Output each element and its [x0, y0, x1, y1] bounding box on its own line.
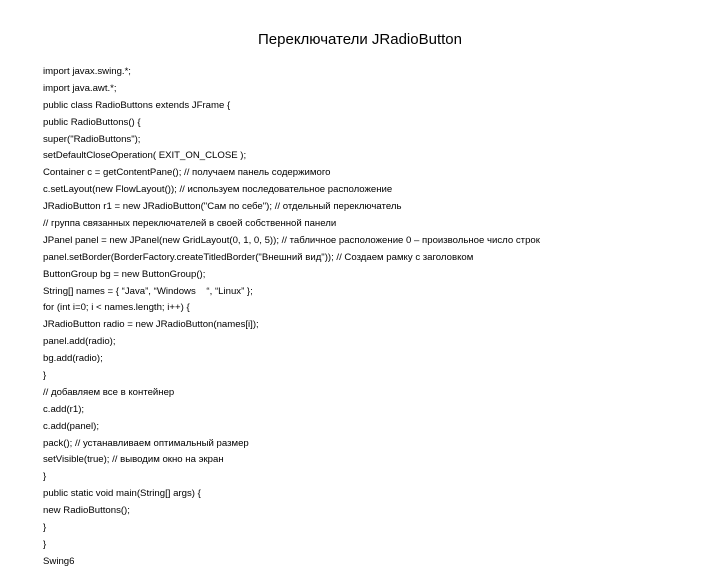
code-line: // группа связанных переключателей в своей собственной панели — [43, 218, 337, 230]
code-line: for (int i=0; i < names.length; i++) { — [43, 302, 190, 314]
code-line: } — [43, 522, 47, 534]
code-line: c.add(panel); — [43, 420, 99, 432]
code-line: } — [43, 471, 47, 483]
code-line: JRadioButton radio = new JRadioButton(names[i]); — [43, 319, 259, 331]
code-line: panel.add(radio); — [43, 336, 116, 348]
code-line: String[] names = { “Java”, “Windows “, “Linux” }; — [43, 285, 253, 297]
code-line: import javax.swing.*; — [43, 66, 131, 77]
code-line: new RadioButtons(); — [43, 505, 130, 517]
code-line: setDefaultCloseOperation( EXIT_ON_CLOSE ); — [43, 150, 247, 162]
code-line: JPanel panel = new JPanel(new GridLayout(0, 1, 0, 5)); // табличное расположение 0 – произвольное число строк — [43, 234, 540, 246]
code-line: super("RadioButtons"); — [43, 133, 141, 145]
code-line: panel.setBorder(BorderFactory.createTitledBorder("Внешний вид")); // Создаем рамку с заголовком — [43, 251, 474, 263]
code-line: JRadioButton r1 = new JRadioButton("Сам по себе"); // отдельный переключатель — [43, 201, 402, 213]
code-line: import java.awt.*; — [43, 82, 117, 94]
code-line: public RadioButtons() { — [43, 116, 141, 128]
code-line: ButtonGroup bg = new ButtonGroup(); — [43, 268, 206, 280]
code-line: c.setLayout(new FlowLayout()); // используем последовательное расположение — [43, 184, 393, 196]
slide-footer-label: Swing6 — [43, 555, 75, 567]
code-line: Container c = getContentPane(); // получаем панель содержимого — [43, 167, 331, 179]
code-line: public static void main(String[] args) { — [43, 488, 201, 500]
code-line: public class RadioButtons extends JFrame { — [43, 99, 231, 111]
code-line: c.add(r1); — [43, 403, 85, 415]
code-line: bg.add(radio); — [43, 353, 103, 365]
code-line: setVisible(true); // выводим окно на экран — [43, 454, 224, 466]
code-line: pack(); // устанавливаем оптимальный размер — [43, 437, 249, 449]
code-line: // добавляем все в контейнер — [43, 386, 175, 398]
slide-title: Переключатели JRadioButton — [258, 31, 462, 48]
code-listing — [43, 64, 703, 571]
code-line: } — [43, 370, 47, 382]
code-line: } — [43, 538, 47, 550]
